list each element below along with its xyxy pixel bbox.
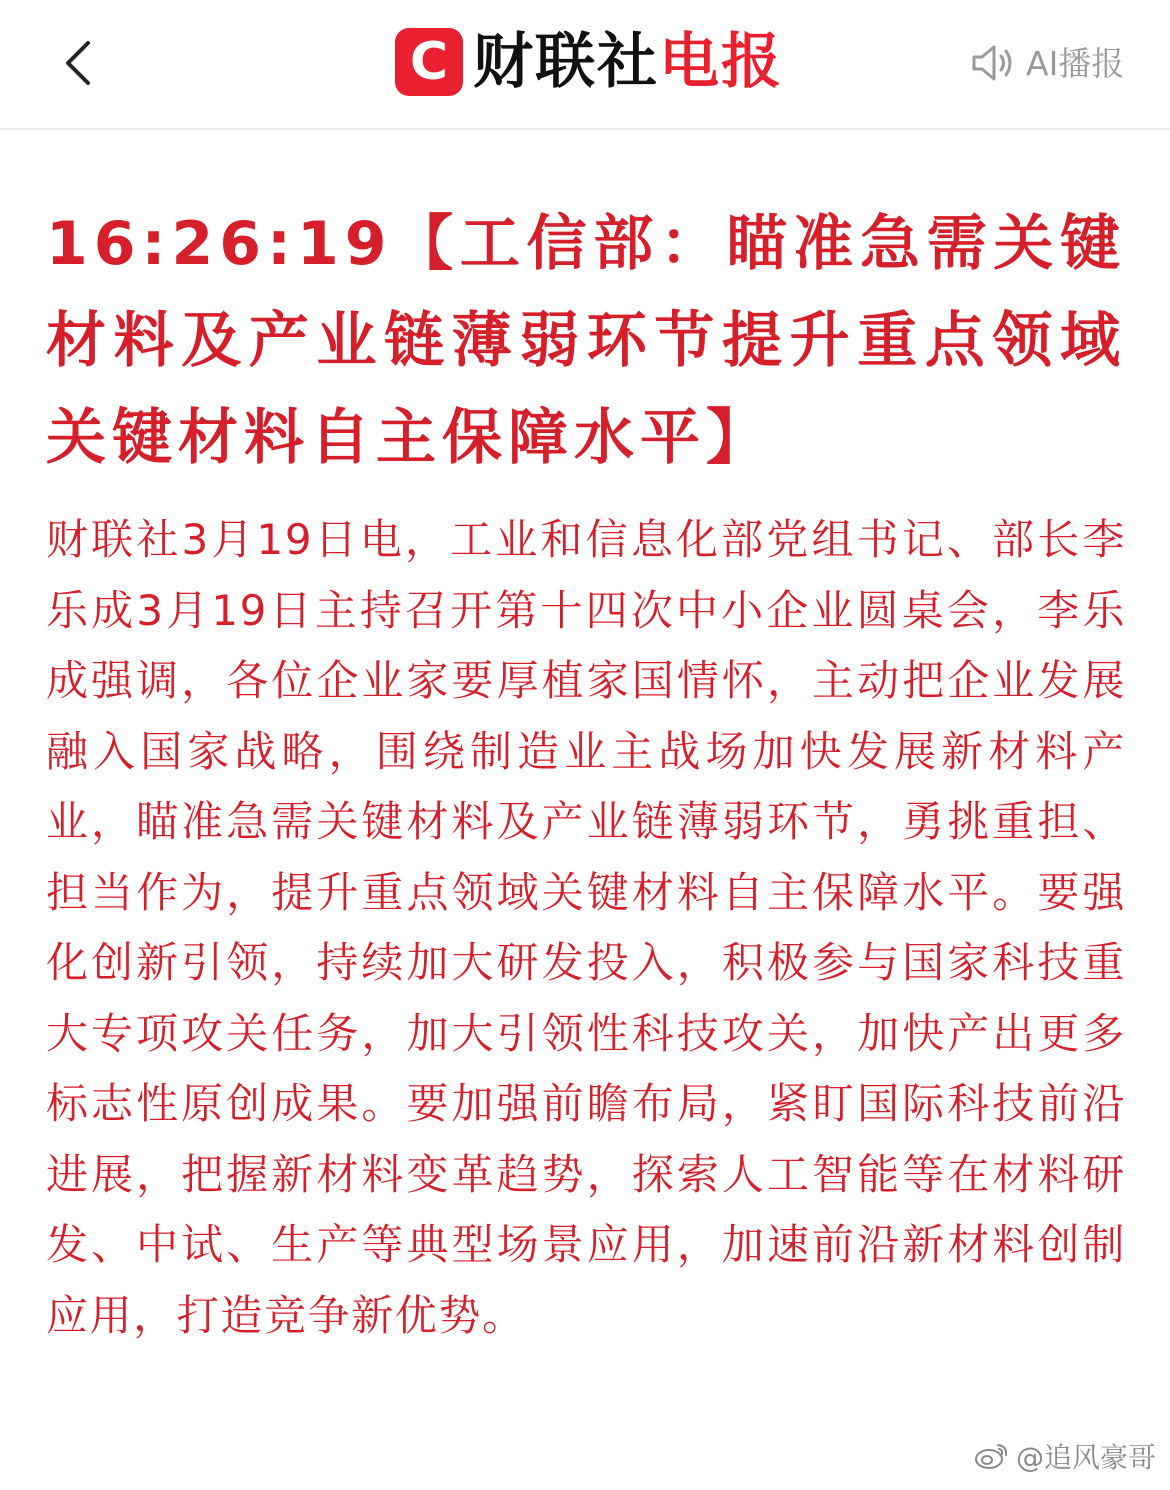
- logo-wordmark: [473, 27, 783, 97]
- article-content: [46, 196, 1126, 1351]
- speaker-icon: [970, 43, 1016, 83]
- ai-broadcast-button[interactable]: [970, 38, 1124, 88]
- article-time: 16:26:19: [46, 209, 393, 279]
- chevron-left-icon: [62, 39, 94, 87]
- logo-mark-letter: C: [409, 32, 449, 92]
- back-button[interactable]: [48, 28, 108, 98]
- article-body: 财联社3月19日电，工业和信息化部党组书记、部长李乐成3月19日主持召开第十四次中小企业圆桌会，李乐成强调，各位企业家要厚植家国情怀，主动把企业发展融入国家战略，围绕制造业主战场加快发展新材料产业，瞄准急需关键材料及产业链薄弱环节，勇挑重担、担当作为，提升重点领域关键材料自主保障水平。要强化创新引领，持续加大研发投入，积极参与国家科技重大专项攻关任务，加大引领性科技攻关，加快产出更多标志性原创成果。要加强前瞻布局，紧盯国际科技前沿进展，把握新材料变革趋势，探索人工智能等在材料研发、中试、生产等典型场景应用，加速前沿新材料创制应用，打造竞争新优势。: [46, 515, 1126, 1340]
- ai-broadcast-label: AI播报: [1026, 43, 1125, 83]
- weibo-watermark: [974, 1436, 1156, 1476]
- article-title: 【工信部：瞄准急需关键材料及产业链薄弱环节提升重点领域关键材料自主保障水平】: [46, 209, 1126, 473]
- watermark-text: @追风豪哥: [1015, 1441, 1156, 1474]
- top-navigation-bar: [0, 0, 1170, 130]
- logo-text-main: 财联社: [473, 27, 659, 97]
- app-logo: [395, 26, 783, 98]
- logo-text-accent: 电报: [659, 27, 783, 97]
- weibo-icon: [974, 1441, 1010, 1471]
- article-headline: [46, 196, 1126, 487]
- logo-mark: [395, 28, 463, 96]
